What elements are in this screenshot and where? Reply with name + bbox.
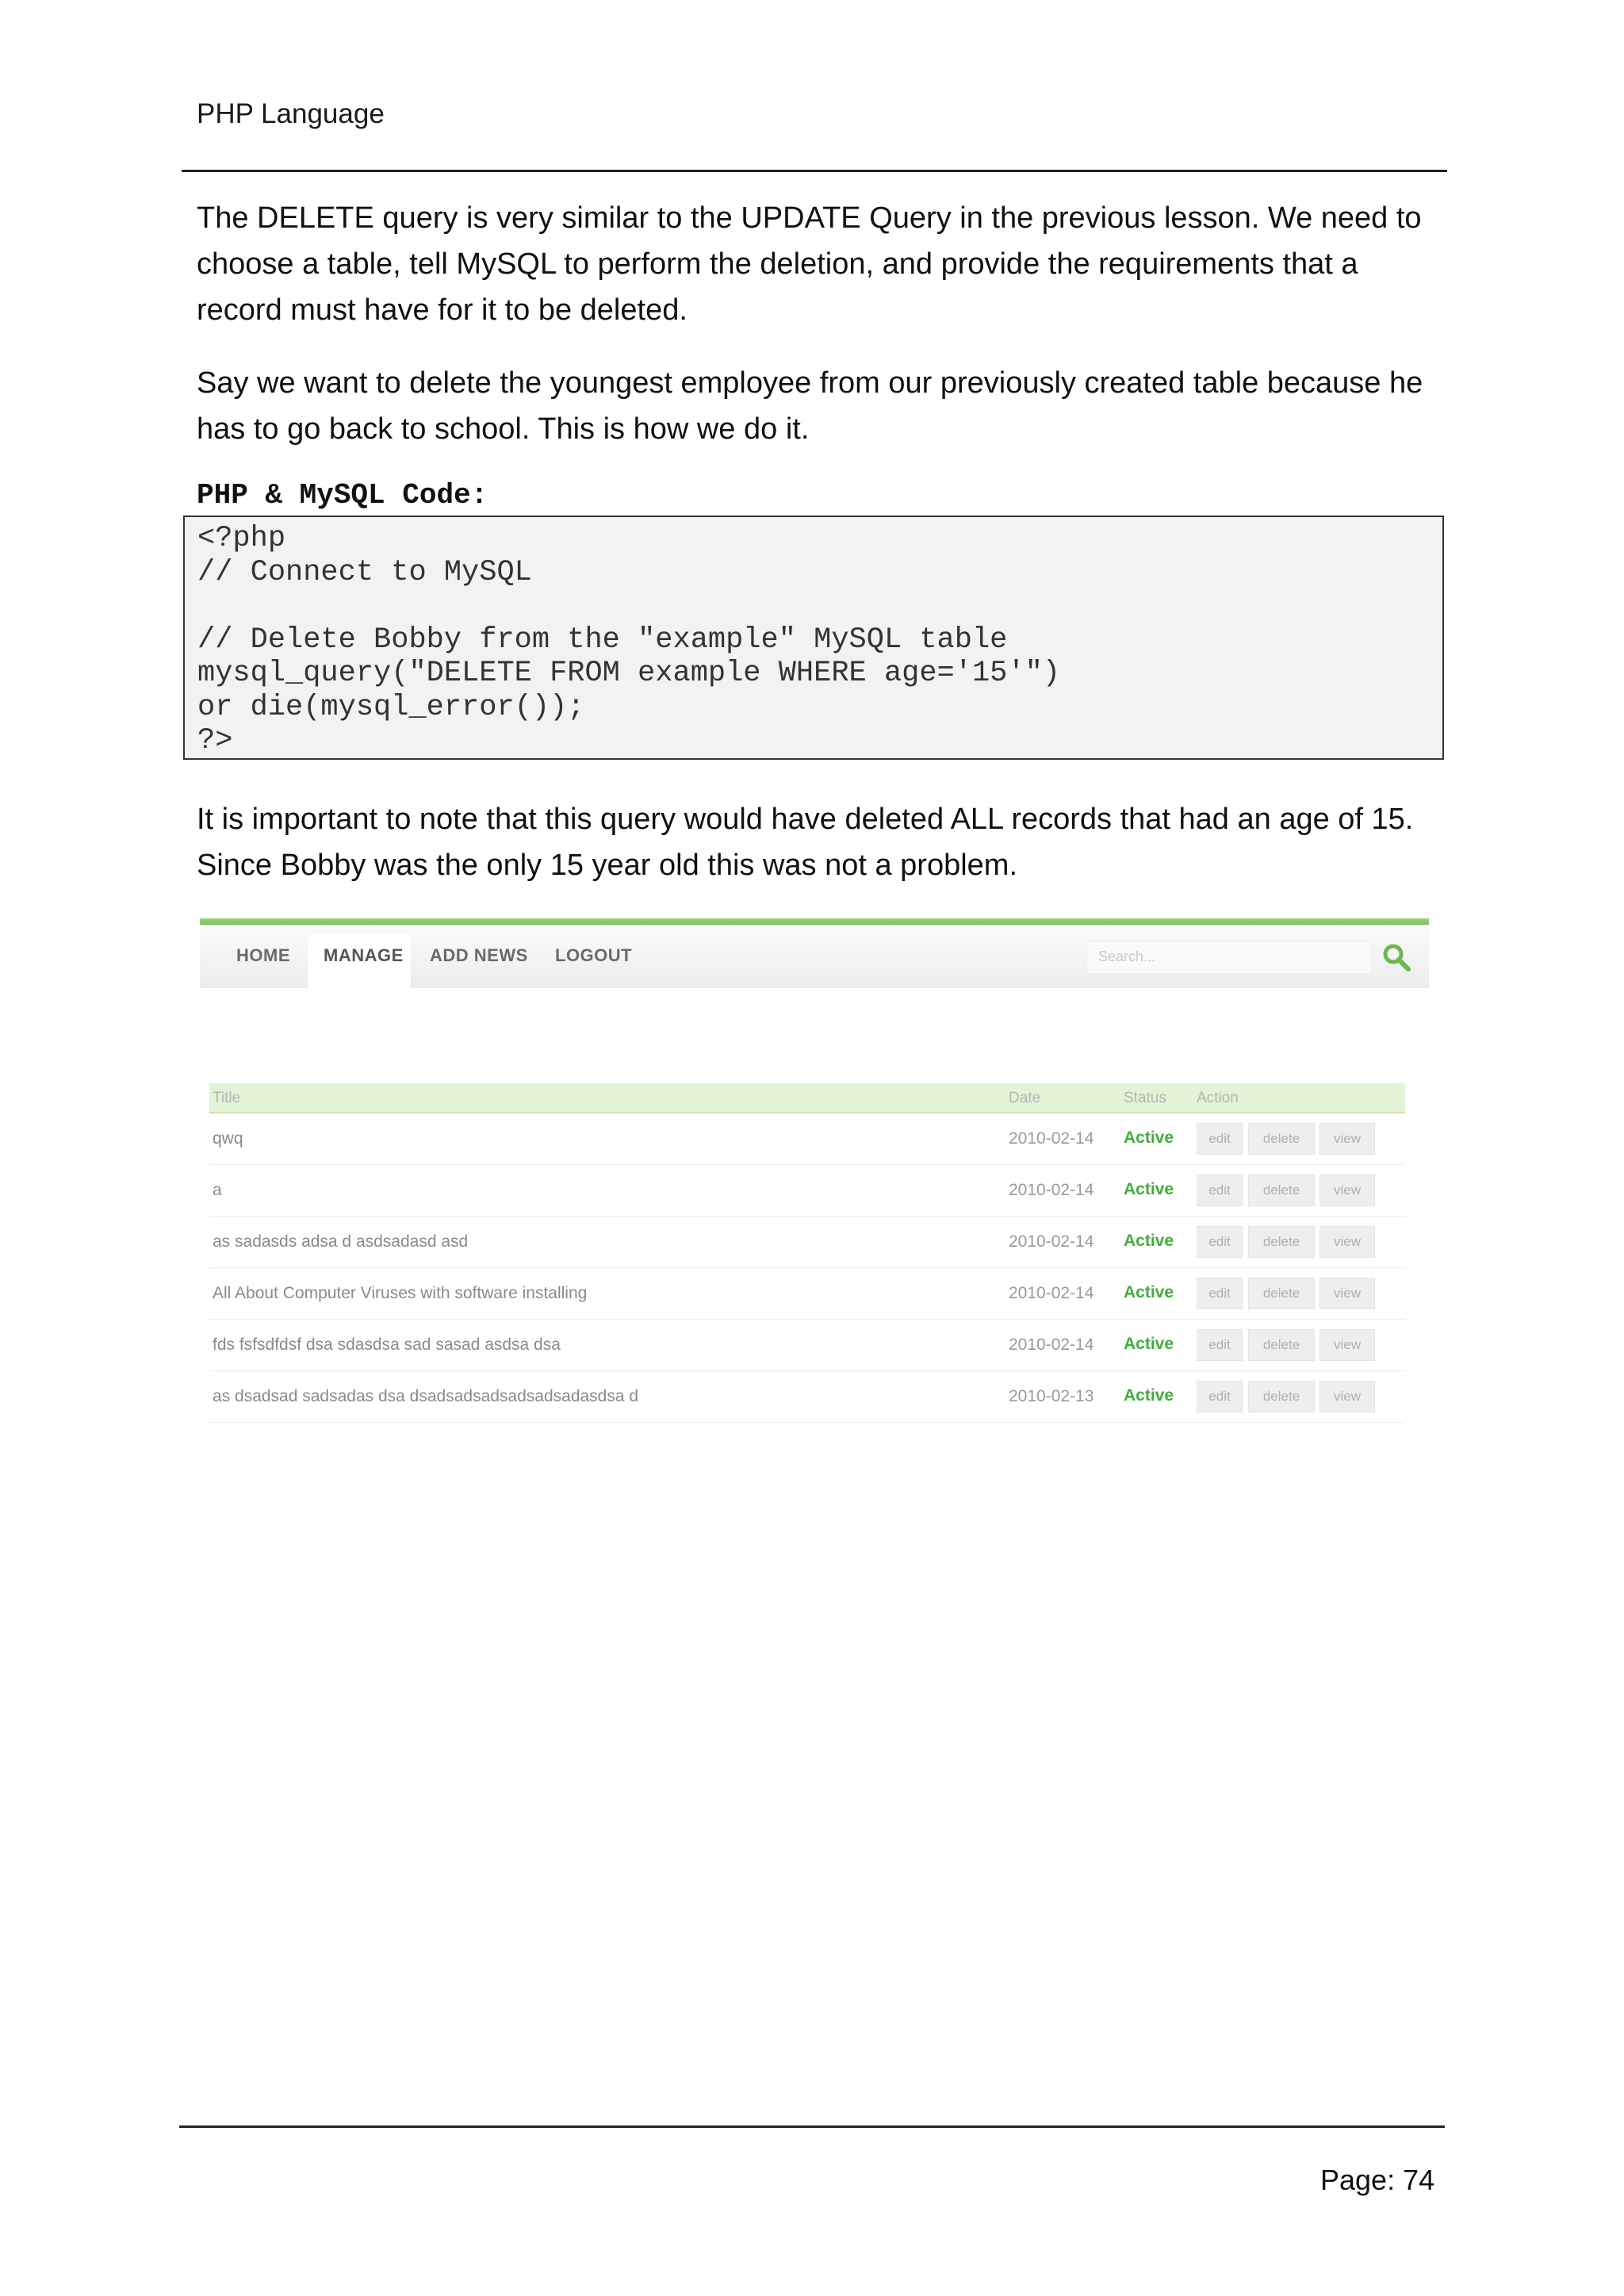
row-date: 2010-02-14 xyxy=(1009,1181,1094,1199)
page-number: Page: 74 xyxy=(1320,2164,1435,2196)
example-paragraph: Say we want to delete the youngest employee from our previously created table because he has to go back to school. This is how we do it. xyxy=(197,366,1423,446)
nav-logout[interactable]: LOGOUT xyxy=(555,945,633,965)
status-badge: Active xyxy=(1124,1180,1174,1198)
delete-button[interactable]: delete xyxy=(1248,1329,1315,1361)
code-line: <?php xyxy=(197,522,286,555)
row-title: as dsadsad sadsadas dsa dsadsadsadsadsadsadasdsa d xyxy=(213,1387,639,1405)
code-line: or die(mysql_error()); xyxy=(197,690,585,724)
manage-news-screenshot xyxy=(200,918,1429,1442)
edit-button[interactable]: edit xyxy=(1197,1381,1243,1412)
col-action: Action xyxy=(1197,1090,1239,1106)
nav-manage[interactable]: MANAGE xyxy=(324,945,404,965)
table-row xyxy=(209,1268,1405,1320)
row-title: as sadasds adsa d asdsadasd asd xyxy=(213,1232,469,1251)
view-button[interactable]: view xyxy=(1320,1329,1375,1361)
nav-home[interactable]: HOME xyxy=(236,945,290,965)
view-button[interactable]: view xyxy=(1320,1175,1375,1206)
row-date: 2010-02-14 xyxy=(1009,1232,1094,1251)
row-title: a xyxy=(213,1181,222,1199)
status-badge: Active xyxy=(1124,1232,1174,1250)
code-line: ?> xyxy=(197,724,233,757)
edit-button[interactable]: edit xyxy=(1197,1329,1243,1361)
table-row xyxy=(209,1114,1405,1165)
delete-button[interactable]: delete xyxy=(1248,1381,1315,1412)
view-button[interactable]: view xyxy=(1320,1278,1375,1309)
code-line: mysql_query("DELETE FROM example WHERE age='15'") xyxy=(197,657,1060,690)
edit-button[interactable]: edit xyxy=(1197,1278,1243,1309)
table-row xyxy=(209,1320,1405,1371)
header-rule xyxy=(182,170,1447,172)
col-date: Date xyxy=(1009,1090,1041,1106)
row-date: 2010-02-14 xyxy=(1009,1284,1094,1302)
col-title: Title xyxy=(213,1090,241,1106)
row-date: 2010-02-13 xyxy=(1009,1387,1094,1405)
row-title: All About Computer Viruses with software installing xyxy=(213,1284,588,1302)
code-caption: PHP & MySQL Code: xyxy=(197,479,488,512)
edit-button[interactable]: edit xyxy=(1197,1226,1243,1258)
view-button[interactable]: view xyxy=(1320,1381,1375,1412)
status-badge: Active xyxy=(1124,1129,1174,1147)
code-block xyxy=(183,516,1444,760)
table-row xyxy=(209,1165,1405,1217)
top-nav xyxy=(200,925,1429,988)
delete-button[interactable]: delete xyxy=(1248,1226,1315,1258)
table-header xyxy=(209,1083,1405,1114)
intro-paragraph: The DELETE query is very similar to the UPDATE Query in the previous lesson. We need to choose a table, tell MySQL to perform the deletion, and provide the requirements that a record must have for it to be deleted. xyxy=(197,201,1422,327)
row-title: qwq xyxy=(213,1129,243,1148)
view-button[interactable]: view xyxy=(1320,1226,1375,1258)
nav-add-news[interactable]: ADD NEWS xyxy=(430,945,528,965)
status-badge: Active xyxy=(1124,1386,1174,1405)
view-button[interactable]: view xyxy=(1320,1123,1375,1155)
status-badge: Active xyxy=(1124,1335,1174,1353)
table-row xyxy=(209,1371,1405,1423)
footer-rule xyxy=(179,2125,1445,2128)
row-date: 2010-02-14 xyxy=(1009,1129,1094,1148)
search-icon[interactable] xyxy=(1381,942,1411,972)
edit-button[interactable]: edit xyxy=(1197,1123,1243,1155)
row-date: 2010-02-14 xyxy=(1009,1336,1094,1354)
row-title: fds fsfsdfdsf dsa sdasdsa sad sasad asdsa dsa xyxy=(213,1336,561,1354)
search-input[interactable]: Search... xyxy=(1086,941,1372,974)
code-line: // Delete Bobby from the "example" MySQL table xyxy=(197,623,1008,657)
note-paragraph: It is important to note that this query would have deleted ALL records that had an age of 15. Since Bobby was the only 15 year old this was not a problem. xyxy=(197,803,1414,882)
news-table xyxy=(209,1083,1405,1423)
running-header: PHP Language xyxy=(197,98,385,129)
delete-button[interactable]: delete xyxy=(1248,1123,1315,1155)
delete-button[interactable]: delete xyxy=(1248,1175,1315,1206)
delete-button[interactable]: delete xyxy=(1248,1278,1315,1309)
status-badge: Active xyxy=(1124,1283,1174,1301)
code-line xyxy=(197,589,1430,623)
accent-bar xyxy=(200,918,1429,925)
col-status: Status xyxy=(1124,1090,1166,1106)
code-line: // Connect to MySQL xyxy=(197,555,532,589)
edit-button[interactable]: edit xyxy=(1197,1175,1243,1206)
table-row xyxy=(209,1217,1405,1268)
